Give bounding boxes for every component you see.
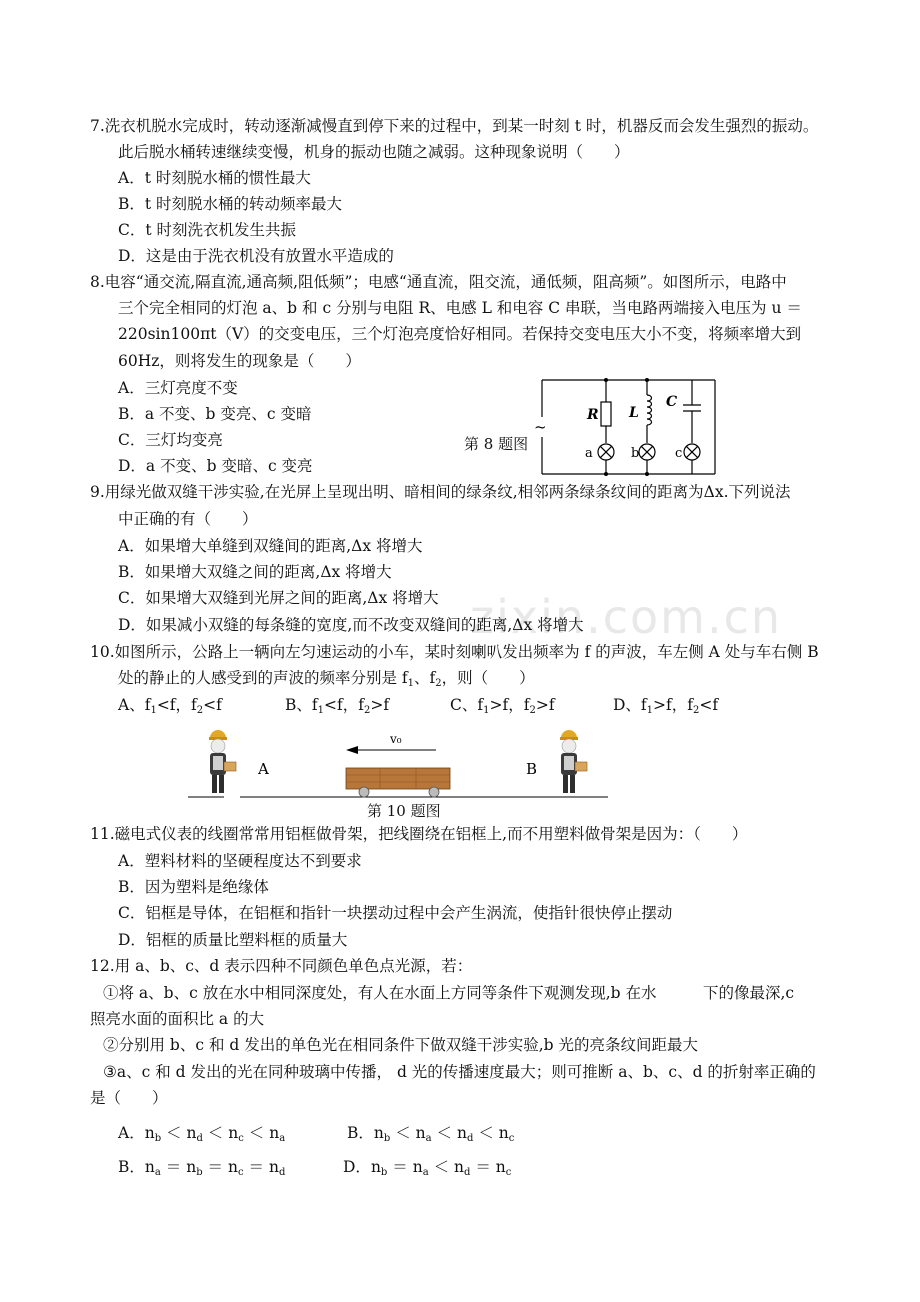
watermark: zixin.com.cn (470, 590, 783, 644)
q12-condition1-line2: 照亮水面的面积比 a 的大 (90, 1010, 265, 1028)
q7-option-d: D．这是由于洗衣机没有放置水平造成的 (118, 247, 394, 265)
q10-option-d: D、$f_1>f$，$f_2<f$ (613, 696, 719, 716)
q8-option-b: B．a 不变、b 变亮、c 变暗 (118, 405, 312, 423)
q8-option-d: D．a 不变、b 变暗、c 变亮 (118, 457, 313, 475)
q9-option-b: B．如果增大双缝之间的距离,Δx 将增大 (118, 563, 392, 581)
label-a: A (258, 760, 269, 778)
q10-stem-line2: 处的静止的人感受到的声波的频率分别是 $f_1$、$f_2$，则（ ） (118, 669, 535, 689)
q10-figure (180, 726, 620, 806)
q12-condition3-line1: ③a、c 和 d 发出的光在同种玻璃中传播， d 光的传播速度最大；则可推断 a、b、c、d 的折射率正确的 (103, 1063, 816, 1081)
q10-option-b: B、$f_1<f$，$f_2>f$ (285, 696, 390, 716)
q12-condition1-line1: ①将 a、b、c 放在水中相同深度处，有人在水面上方同等条件下观测发现,b 在水 下的像最深,c (103, 984, 795, 1002)
q12-option-b2: B．$n_a = n_b = n_c = n_d$ (118, 1158, 286, 1178)
q7-stem-line1: 7.洗衣机脱水完成时，转动逐渐减慢直到停下来的过程中，到某一时刻 t 时，机器反而会发生强烈的振动。 (90, 117, 819, 135)
q10-option-a: A、$f_1<f$，$f_2<f$ (118, 696, 222, 716)
q12-option-b1: B．$n_b < n_a < n_d < n_c$ (347, 1124, 515, 1144)
q12-option-a: A．$n_b < n_d < n_c < n_a$ (118, 1124, 286, 1144)
cart-icon (346, 768, 450, 797)
q8-option-a: A．三灯亮度不变 (118, 379, 238, 397)
q8-circuit-diagram (530, 375, 725, 480)
q11-option-c: C．铝框是导体，在铝框和指针一块摆动过程中会产生涡流，使指针很快停止摆动 (118, 904, 673, 922)
q10-option-c: C、$f_1>f$，$f_2>f$ (450, 696, 555, 716)
q8-bulb-label-a: a (585, 446, 593, 461)
q11-option-a: A．塑料材料的坚硬程度达不到要求 (118, 852, 362, 870)
q9-stem-line2: 中正确的有（ ） (118, 510, 258, 528)
label-b: B (526, 760, 538, 778)
q7-option-b: B．t 时刻脱水桶的转动频率最大 (118, 195, 343, 213)
q9-option-d: D．如果减小双缝的每条缝的宽度,而不改变双缝间的距离,Δx 将增大 (118, 616, 584, 634)
q12-option-d: D．$n_b = n_a < n_d = n_c$ (343, 1158, 512, 1178)
q12-condition3-line2: 是（ ） (90, 1089, 168, 1107)
q7-stem-line2: 此后脱水桶转速继续变慢，机身的振动也随之减弱。这种现象说明（ ） (118, 143, 630, 161)
worker-a-icon (209, 730, 236, 793)
q8-bulb-label-b: b (631, 446, 640, 461)
q12-stem: 12.用 a、b、c、d 表示四种不同颜色单色点光源，若： (90, 957, 473, 975)
q8-stem-line3: 220sin100πt（V）的交变电压，三个灯泡亮度恰好相同。若保持交变电压大小不变，将频率增大到 (118, 325, 802, 343)
q9-option-c: C．如果增大双缝到光屏之间的距离,Δx 将增大 (118, 589, 439, 607)
q10-figure-caption: 第 10 题图 (367, 802, 441, 820)
q12-condition2: ②分别用 b、c 和 d 发出的单色光在相同条件下做双缝干涉实验,b 光的亮条纹间距最大 (103, 1036, 699, 1054)
q8-option-c: C．三灯均变亮 (118, 431, 223, 449)
worker-b-icon (560, 730, 587, 793)
velocity-label: v₀ (390, 732, 402, 746)
q9-stem-line1: 9.用绿光做双缝干涉实验,在光屏上呈现出明、暗相间的绿条纹,相邻两条绿条纹间的距离为Δx.下列说法 (90, 483, 791, 501)
q8-stem-line1: 8.电容“通交流,隔直流,通高频,阻低频”；电感“通直流，阻交流，通低频，阻高频”。如图所示，电路中 (90, 273, 787, 291)
q9-option-a: A．如果增大单缝到双缝间的距离,Δx 将增大 (118, 537, 423, 555)
q10-stem-line1: 10.如图所示，公路上一辆向左匀速运动的小车，某时刻喇叭发出频率为 f 的声波，车左侧 A 处与车右侧 B (90, 643, 819, 661)
q7-option-c: C．t 时刻洗衣机发生共振 (118, 221, 297, 239)
q8-stem-line2: 三个完全相同的灯泡 a、b 和 c 分别与电阻 R、电感 L 和电容 C 串联，当电路两端接入电压为 u ＝ (118, 299, 802, 317)
q8-label-c: C (666, 394, 678, 410)
q11-stem: 11.磁电式仪表的线圈常常用铝框做骨架，把线圈绕在铝框上,而不用塑料做骨架是因为：（ ） (90, 825, 748, 843)
q8-stem-line4: 60Hz，则将发生的现象是（ ） (118, 352, 361, 370)
q8-label-r: R (587, 407, 599, 423)
q8-bulb-label-c: c (675, 446, 683, 461)
q11-option-b: B．因为塑料是绝缘体 (118, 878, 269, 896)
q8-label-l: L (629, 405, 639, 421)
q7-option-a: A．t 时刻脱水桶的惯性最大 (118, 169, 311, 187)
q8-source-symbol: ~ (534, 418, 547, 436)
q8-figure-caption: 第 8 题图 (464, 435, 529, 453)
q11-option-d: D．铝框的质量比塑料框的质量大 (118, 931, 348, 949)
